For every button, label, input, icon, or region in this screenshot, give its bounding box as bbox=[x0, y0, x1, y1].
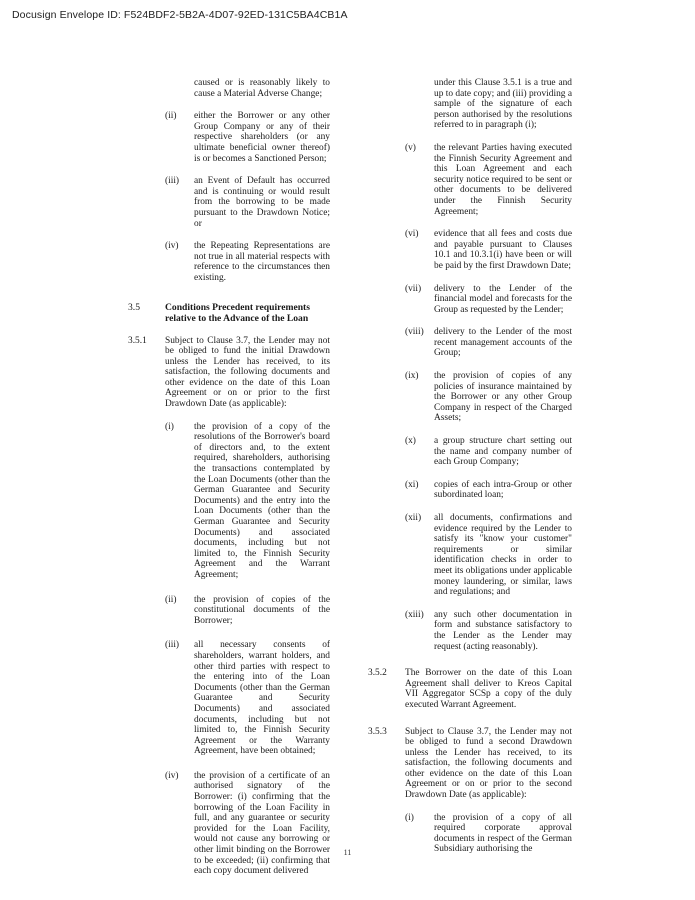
continued-paragraph: under this Clause 3.5.1 is a true and up to date copy; and (iii) providing a sample of the signature of each person authorised by the resolutions referred to in paragraph (i); bbox=[434, 78, 572, 131]
docusign-envelope-id: Docusign Envelope ID: F524BDF2-5B2A-4D07-92ED-131C5BA4CB1A bbox=[12, 9, 348, 21]
list-item: (xiii) any such other documentation in form and substance satisfactory to the Lender as the Lender may request (acting reasonably). bbox=[405, 609, 572, 652]
section-heading: 3.5 Conditions Precedent requirements relative to the Advance of the Loan bbox=[128, 301, 310, 324]
list-item: (x) a group structure chart setting out the name and company number of each Group Company; bbox=[405, 436, 572, 468]
list-item: (xi) copies of each intra-Group or other subordinated loan; bbox=[405, 479, 572, 501]
clause-3-5-1: 3.5.1 Subject to Clause 3.7, the Lender may not be obliged to fund the initial Drawdown unless the Lender has received, to its satisfaction, the following documents and other evidence on the date of this Loan Agreement or on or prior to the first Drawdown Date (as applicable): bbox=[128, 335, 330, 410]
clause-3-5-2: 3.5.2 The Borrower on the date of this Loan Agreement shall deliver to Kreos Capital VII Aggregator SCSp a copy of the duly executed Warrant Agreement. bbox=[368, 668, 572, 710]
list-item: (iv) the provision of a certificate of an authorised signatory of the Borrower: (i) confirming that the borrowing of the Loan Facility in full, and any guarantee or security provided for the Loan Facility, would not cause any borrowing or other limit binding on the Borrower to be exceeded; (ii) confirming that each copy document delivered bbox=[165, 770, 330, 877]
list-item: (i) the provision of a copy of the resolutions of the Borrower's board of directors and, to the extent required, shareholders, authorising the transactions contemplated by the Loan Documents (other than the German Guarantee and Security Documents) and the entry into the Loan Documents (other than the German Guarantee and Security Documents) and associated documents, including but not limited to, the Finnish Security Agreement and the Warrant Agreement; bbox=[165, 421, 330, 580]
list-item: (ii) the provision of copies of the constitutional documents of the Borrower; bbox=[165, 594, 330, 626]
subparagraph-list-b bbox=[128, 422, 330, 877]
list-item: (v) the relevant Parties having executed the Finnish Security Agreement and this Loan Agreement and each security notice required to be sent or other documents to be delivered under the Finnish Security Agreement; bbox=[405, 142, 572, 217]
list-item: (xii) all documents, confirmations and evidence required by the Lender to satisfy its "know your customer" requirements or similar identification checks in order to meet its obligations under applicable money laundering, or similar, laws and regulations; and bbox=[405, 513, 572, 598]
list-item: (iv) the Repeating Representations are not true in all material respects with reference to the circumstances then existing. bbox=[165, 241, 330, 283]
list-item: (vii) delivery to the Lender of the financial model and forecasts for the Group as requested by the Lender; bbox=[405, 283, 572, 315]
continued-paragraph: caused or is reasonably likely to cause a Material Adverse Change; bbox=[194, 78, 330, 99]
subparagraph-list-a bbox=[128, 111, 330, 283]
list-item: (i) the provision of a copy of all required corporate approval documents in respect of the German Subsidiary authorising the bbox=[405, 812, 572, 855]
left-column bbox=[128, 78, 330, 889]
right-column bbox=[368, 78, 572, 867]
subparagraph-list-c bbox=[368, 143, 572, 652]
list-item: (vi) evidence that all fees and costs due and payable pursuant to Clauses 10.1 and 10.3.1(i) have been or will be paid by the first Drawdown Date; bbox=[405, 229, 572, 271]
list-item: (iii) all necessary consents of shareholders, warrant holders, and other third parties with respect to the entering into of the Loan Documents (other than the German Guarantee and Security Documents) and associated documents, including but not limited to, the Finnish Security Agreement or the Warranty Agreement, have been obtained; bbox=[165, 640, 330, 757]
list-item: (viii) delivery to the Lender of the most recent management accounts of the Group; bbox=[405, 327, 572, 359]
page-number: 11 bbox=[343, 848, 352, 857]
list-item: (ii) either the Borrower or any other Group Company or any of their respective shareholders (or any ultimate beneficial owner thereof) is or becomes a Sanctioned Person; bbox=[165, 111, 330, 164]
list-item: (iii) an Event of Default has occurred and is continuing or would result from the borrowing to be made pursuant to the Drawdown Notice; or bbox=[165, 176, 330, 229]
list-item: (ix) the provision of copies of any policies of insurance maintained by the Borrower or any other Group Company in respect of the Charged Assets; bbox=[405, 371, 572, 424]
clause-3-5-3: 3.5.3 Subject to Clause 3.7, the Lender may not be obliged to fund a second Drawdown unless the Lender has received, to its satisfaction, the following documents and other evidence on the date of this Loan Agreement or on or prior to the second Drawdown Date (as applicable): bbox=[368, 726, 572, 801]
